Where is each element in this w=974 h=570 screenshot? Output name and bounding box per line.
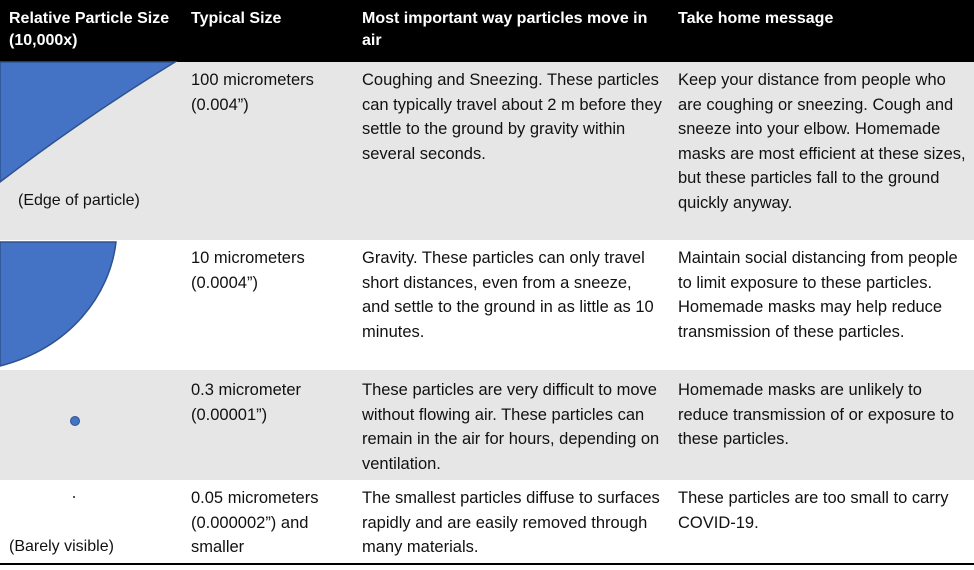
- table-row: [0, 240, 974, 370]
- bottom-rule: [0, 563, 974, 565]
- table-header: [0, 0, 974, 62]
- header-movement: Most important way particles move in air: [362, 10, 648, 49]
- particle-edge-100um: [0, 62, 180, 240]
- table-row: [0, 370, 974, 480]
- particle-10um: [0, 240, 180, 370]
- typical-size-cell: 10 micrometers (0.0004”): [191, 249, 305, 292]
- movement-cell: Gravity. These particles can only travel short distances, even from a sneeze, and settle to the ground in as little as 10 minutes.: [362, 249, 654, 341]
- message-cell: These particles are too small to carry COVID-19.: [678, 489, 949, 532]
- message-cell: Homemade masks are unlikely to reduce transmission of or exposure to these particles.: [678, 381, 955, 448]
- typical-size-cell: 0.05 micrometers (0.000002”) and smaller: [191, 489, 319, 556]
- message-cell: Keep your distance from people who are coughing or sneezing. Cough and sneeze into your elbow. Homemade masks are most efficient at these sizes, but these particles fall to the ground quickly anyway.: [678, 71, 966, 212]
- message-cell: Maintain social distancing from people to limit exposure to these particles. Homemade masks may help reduce transmission of these particles.: [678, 249, 958, 341]
- typical-size-cell: 100 micrometers (0.004”): [191, 71, 314, 114]
- particle-caption: (Edge of particle): [18, 192, 140, 209]
- movement-cell: These particles are very difficult to move without flowing air. These particles can remain in the air for hours, depending on ventilation.: [362, 381, 660, 473]
- header-relative-size: Relative Particle Size (10,000x): [9, 10, 170, 49]
- typical-size-cell: 0.3 micrometer (0.00001”): [191, 381, 302, 424]
- header-typical-size: Typical Size: [191, 10, 282, 27]
- particle-caption: (Barely visible): [9, 538, 114, 555]
- header-message: Take home message: [678, 10, 834, 27]
- table-row: [0, 62, 974, 240]
- movement-cell: Coughing and Sneezing. These particles can typically travel about 2 m before they settle to the ground by gravity within several seconds.: [362, 71, 662, 163]
- particle-0-3um: [0, 370, 180, 480]
- movement-cell: The smallest particles diffuse to surfaces rapidly and are easily removed through many materials.: [362, 489, 660, 556]
- table-row: [0, 480, 974, 564]
